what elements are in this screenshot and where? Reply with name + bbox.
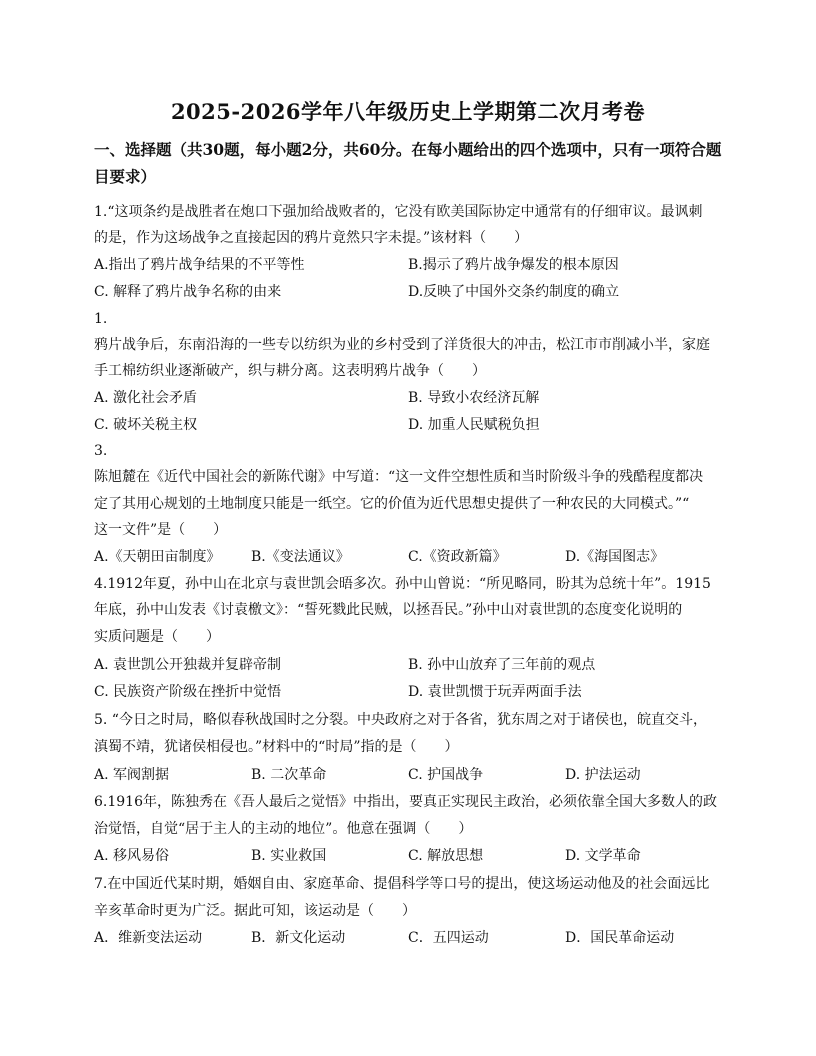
question-6-option-d: D. 文学革命 [565,848,641,864]
question-5-stem-line-1: 5. “今日之时局，略似春秋战国时之分裂。中央政府之对于各省，犹东周之对于诸侯也，皖直交斗， [94,712,707,728]
question-3-stem-line-3: 这一文件”是（ ） [94,522,228,538]
question-3-option-d: D.《海国图志》 [565,549,665,565]
question-3-option-c: C.《资政新篇》 [408,549,507,565]
question-7-option-a: A．维新变法运动 [94,930,203,946]
question-6-option-a: A. 移风易俗 [94,848,170,864]
question-5-option-c: C. 护国战争 [408,767,484,783]
question-2-option-d: D. 加重人民赋税负担 [408,417,540,433]
question-3-stem-line-2: 定了其用心规划的土地制度只能是一纸空。它的价值为近代思想史提供了一种农民的大同模式。”“ [94,496,690,512]
question-1-option-d: D.反映了中国外交条约制度的确立 [408,284,620,300]
question-1-option-b: B.揭示了鸦片战争爆发的根本原因 [408,257,619,273]
question-6-option-b: B. 实业救国 [251,848,327,864]
question-2-option-b: B. 导致小农经济瓦解 [408,390,540,406]
question-4-stem-line-1: 4.1912年夏，孙中山在北京与袁世凯会晤多次。孙中山曾说：“所见略同，盼其为总统十年”。1915 [94,576,711,592]
exam-title: 2025-2026学年八年级历史上学期第二次月考卷 [170,99,646,124]
question-5-option-b: B. 二次革命 [251,767,327,783]
question-5-option-a: A. 军阀割据 [94,767,170,783]
question-6-stem-line-1: 6.1916年，陈独秀在《吾人最后之觉悟》中指出，要真正实现民主政治，必须依靠全国大多数人的政 [94,794,717,810]
question-4-option-d: D. 袁世凯惯于玩弄两面手法 [408,684,582,700]
question-4-option-b: B. 孙中山放弃了三年前的观点 [408,657,596,673]
question-3-option-a: A.《天朝田亩制度》 [94,549,221,565]
question-4-option-a: A. 袁世凯公开独裁并复辟帝制 [94,657,282,673]
question-3-number: 3. [94,443,108,459]
question-2-option-c: C. 破坏关税主权 [94,417,198,433]
question-2-stem-line-1: 鸦片战争后，东南沿海的一些专以纺织为业的乡村受到了洋货很大的冲击，松江市市削减小半，家庭 [94,337,710,353]
question-1-stem-line-1: 1.“这项条约是战胜者在炮口下强加给战败者的，它没有欧美国际协定中通常有的仔细审议。最讽刺 [94,204,703,220]
question-7-option-c: C．五四运动 [408,930,489,946]
question-5-option-d: D. 护法运动 [565,767,641,783]
question-1-option-c: C. 解释了鸦片战争名称的由来 [94,284,282,300]
question-4-option-c: C. 民族资产阶级在挫折中觉悟 [94,684,282,700]
question-2-option-a: A. 激化社会矛盾 [94,390,198,406]
question-6-stem-line-2: 治觉悟，自觉“居于主人的主动的地位”。他意在强调（ ） [94,821,473,837]
question-5-stem-line-2: 滇蜀不靖，犹诸侯相侵也。”材料中的“时局”指的是（ ） [94,739,459,755]
question-3-option-b: B.《变法通议》 [251,549,350,565]
question-2-stem-line-2: 手工棉纺织业逐渐破产，织与耕分离。这表明鸦片战争（ ） [94,363,486,379]
question-7-stem-line-1: 7.在中国近代某时期，婚姻自由、家庭革命、提倡科学等口号的提出，使这场运动他及的社会面远比 [94,876,710,892]
question-1-option-a: A.指出了鸦片战争结果的不平等性 [94,257,305,273]
question-4-stem-line-2: 年底，孙中山发表《讨袁檄文》：“誓死戮此民贼，以拯吾民。”孙中山对袁世凯的态度变化说明的 [94,602,683,618]
question-7-stem-line-2: 辛亥革命时更为广泛。据此可知，该运动是（ ） [94,903,416,919]
question-4-stem-line-3: 实质问题是（ ） [94,629,220,645]
question-6-option-c: C. 解放思想 [408,848,484,864]
question-7-option-d: D．国民革命运动 [565,930,675,946]
question-3-stem-line-1: 陈旭麓在《近代中国社会的新陈代谢》中写道：“这一文件空想性质和当时阶级斗争的残酷程度都决 [94,469,704,485]
question-1-stem-line-2: 的是，作为这场战争之直接起因的鸦片竟然只字未提。”该材料（ ） [94,230,529,246]
question-2-number: 1. [94,311,108,327]
section-heading: 一、选择题（共30题，每小题2分，共60分。在每小题给出的四个选项中，只有一项符合题目要求） [94,140,722,186]
question-7-option-b: B．新文化运动 [251,930,346,946]
